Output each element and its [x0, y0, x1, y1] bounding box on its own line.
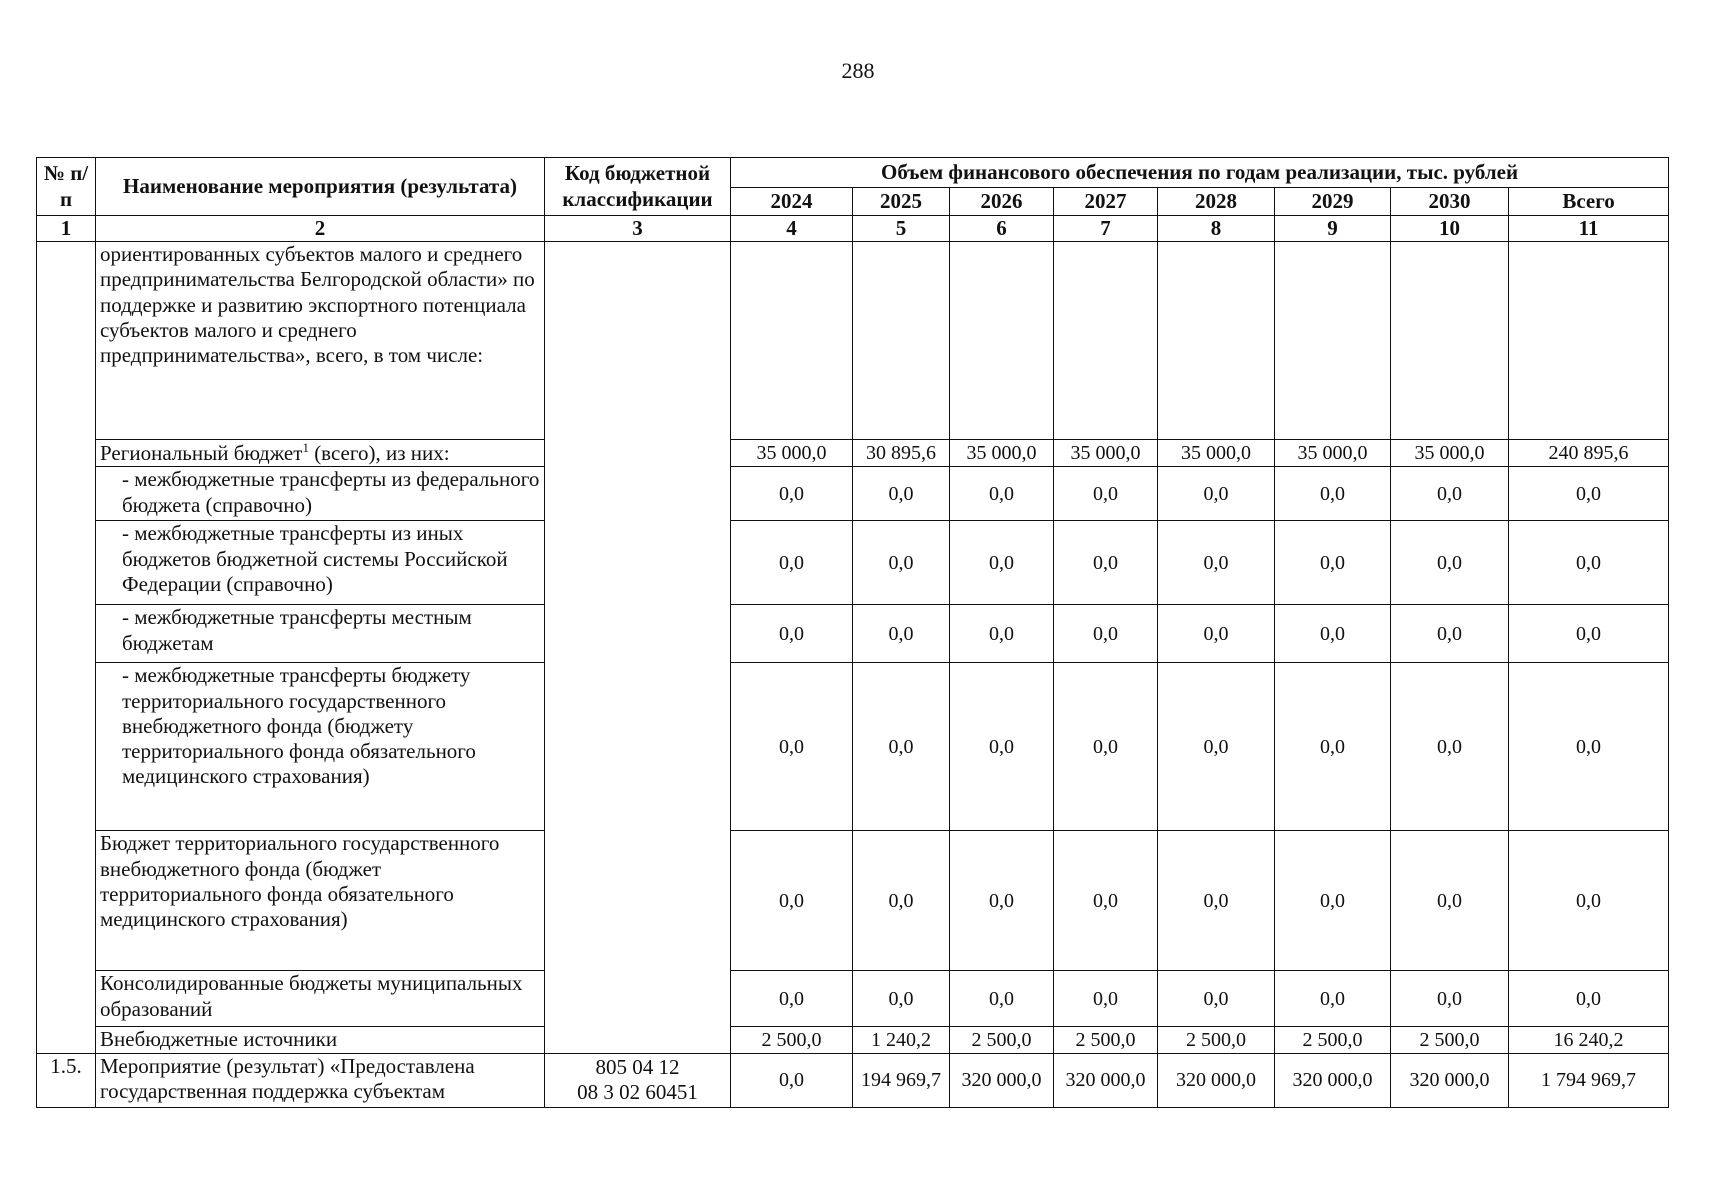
value-cell: 0,0 — [731, 971, 853, 1027]
col-index: 4 — [731, 216, 853, 242]
value-cell: 0,0 — [1275, 831, 1391, 971]
value-cell: 0,0 — [1275, 467, 1391, 521]
continuation-text: ориентированных субъектов малого и среднего предпринимательства Белгородской области» по поддержке и развитию экспортного потенциала субъектов малого и среднего предпринимательства», всего, в том числе: — [96, 242, 545, 440]
value-cell: 0,0 — [731, 663, 853, 831]
budget-code-line1: 805 04 12 — [595, 1054, 680, 1079]
value-cell: 0,0 — [731, 1053, 853, 1107]
table-row — [37, 831, 1669, 971]
table-row — [37, 440, 1669, 467]
value-cell: 0,0 — [853, 971, 950, 1027]
value-cell: 35 000,0 — [731, 440, 853, 467]
col-index: 5 — [853, 216, 950, 242]
code-cell-empty — [545, 242, 731, 1053]
col-index: 6 — [950, 216, 1054, 242]
header-code: Код бюджетной классификации — [545, 158, 731, 216]
table-row-item-1-5 — [37, 1053, 1669, 1107]
item-label: Мероприятие (результат) «Предоставлена государственная поддержка субъектам — [96, 1053, 545, 1107]
value-cell: 35 000,0 — [950, 440, 1054, 467]
value-cell: 35 000,0 — [1158, 440, 1275, 467]
page-number: 288 — [841, 58, 875, 83]
value-cell: 0,0 — [1509, 521, 1669, 605]
header-name: Наименование мероприятия (результата) — [96, 158, 545, 216]
value-cell: 0,0 — [950, 467, 1054, 521]
num-cell-empty — [37, 242, 96, 1053]
value-cell: 320 000,0 — [1054, 1053, 1158, 1107]
value-cell: 0,0 — [853, 521, 950, 605]
budget-code — [545, 1053, 731, 1107]
header-year-2024: 2024 — [731, 188, 853, 216]
value-cell: 30 895,6 — [853, 440, 950, 467]
budget-table — [36, 157, 1669, 1108]
col-index: 11 — [1509, 216, 1669, 242]
item-number: 1.5. — [37, 1053, 96, 1107]
value-cell: 16 240,2 — [1509, 1027, 1669, 1053]
value-cell: 0,0 — [1158, 605, 1275, 663]
header-financing-group: Объем финансового обеспечения по годам реализации, тыс. рублей — [731, 158, 1669, 188]
value-cell: 0,0 — [950, 971, 1054, 1027]
value-cell: 0,0 — [853, 605, 950, 663]
value-cell: 2 500,0 — [1158, 1027, 1275, 1053]
value-cell: 0,0 — [1509, 467, 1669, 521]
value-cell: 0,0 — [1158, 467, 1275, 521]
value-cell: 0,0 — [1391, 663, 1509, 831]
table-row — [37, 663, 1669, 831]
value-cell: 0,0 — [1391, 971, 1509, 1027]
header-year-2028: 2028 — [1158, 188, 1275, 216]
row-label: Бюджет территориального государственного внебюджетного фонда (бюджет территориального фонда обязательного медицинского страхования) — [96, 831, 545, 971]
header-year-2027: 2027 — [1054, 188, 1158, 216]
value-cell: 0,0 — [950, 663, 1054, 831]
value-cell: 0,0 — [1391, 521, 1509, 605]
value-cell: 0,0 — [1509, 605, 1669, 663]
table-row — [37, 467, 1669, 521]
col-index: 1 — [37, 216, 96, 242]
table-row — [37, 605, 1669, 663]
value-cell: 0,0 — [731, 521, 853, 605]
header-total: Всего — [1509, 188, 1669, 216]
value-cell: 194 969,7 — [853, 1053, 950, 1107]
value-cell: 2 500,0 — [1391, 1027, 1509, 1053]
value-cell: 0,0 — [1509, 663, 1669, 831]
value-cell: 0,0 — [1275, 605, 1391, 663]
value-cell: 0,0 — [1275, 663, 1391, 831]
header-year-2025: 2025 — [853, 188, 950, 216]
col-index: 2 — [96, 216, 545, 242]
value-cell: 1 794 969,7 — [1509, 1053, 1669, 1107]
row-label: - межбюджетные трансферты из федерального бюджета (справочно) — [96, 467, 545, 521]
footnote-mark: 1 — [302, 440, 309, 456]
value-cell: 0,0 — [1158, 831, 1275, 971]
header-year-2030: 2030 — [1391, 188, 1509, 216]
col-index: 10 — [1391, 216, 1509, 242]
row-label: - межбюджетные трансферты бюджету территориального государственного внебюджетного фонда (бюджету территориального фонда обязательного медицинского страхования) — [96, 663, 545, 831]
value-cell: 240 895,6 — [1509, 440, 1669, 467]
value-cell: 0,0 — [853, 663, 950, 831]
value-cell: 0,0 — [1054, 831, 1158, 971]
value-cell: 35 000,0 — [1275, 440, 1391, 467]
value-cell: 0,0 — [1158, 663, 1275, 831]
value-cell: 320 000,0 — [1275, 1053, 1391, 1107]
header-year-2026: 2026 — [950, 188, 1054, 216]
value-cell: 0,0 — [1275, 971, 1391, 1027]
column-index-row — [37, 216, 1669, 242]
value-cell: 35 000,0 — [1054, 440, 1158, 467]
row-label: Консолидированные бюджеты муниципальных образований — [96, 971, 545, 1027]
value-cell: 0,0 — [1509, 971, 1669, 1027]
header-num: № п/п — [37, 158, 96, 216]
value-cell: 0,0 — [731, 831, 853, 971]
table-row — [37, 971, 1669, 1027]
col-index: 9 — [1275, 216, 1391, 242]
value-cell: 320 000,0 — [1391, 1053, 1509, 1107]
value-cell: 0,0 — [1509, 831, 1669, 971]
value-cell: 0,0 — [731, 605, 853, 663]
value-cell: 2 500,0 — [950, 1027, 1054, 1053]
value-cell: 0,0 — [1158, 521, 1275, 605]
value-cell: 2 500,0 — [731, 1027, 853, 1053]
value-cell: 0,0 — [1054, 663, 1158, 831]
value-cell: 0,0 — [950, 831, 1054, 971]
row-label: Внебюджетные источники — [96, 1027, 545, 1053]
row-label: - межбюджетные трансферты местным бюджетам — [96, 605, 545, 663]
value-cell: 0,0 — [1391, 467, 1509, 521]
table-row — [37, 521, 1669, 605]
table-row — [37, 242, 1669, 440]
value-cell: 1 240,2 — [853, 1027, 950, 1053]
col-index: 7 — [1054, 216, 1158, 242]
value-cell: 0,0 — [1391, 605, 1509, 663]
value-cell: 0,0 — [853, 831, 950, 971]
row-label-regional: Региональный бюджет$^1$ (всего), из них: — [96, 440, 545, 467]
value-cell: 0,0 — [1054, 467, 1158, 521]
col-index: 3 — [545, 216, 731, 242]
value-cell: 0,0 — [1054, 971, 1158, 1027]
value-cell: 0,0 — [1391, 831, 1509, 971]
value-cell: 0,0 — [950, 605, 1054, 663]
value-cell: 0,0 — [1158, 971, 1275, 1027]
value-cell: 2 500,0 — [1275, 1027, 1391, 1053]
budget-code-line2: 08 3 02 60451 — [577, 1080, 698, 1105]
header-year-2029: 2029 — [1275, 188, 1391, 216]
row-label: - межбюджетные трансферты из иных бюджетов бюджетной системы Российской Федерации (справочно) — [96, 521, 545, 605]
value-cell: 0,0 — [853, 467, 950, 521]
value-cell: 2 500,0 — [1054, 1027, 1158, 1053]
value-cell: 0,0 — [1275, 521, 1391, 605]
table-row — [37, 1027, 1669, 1053]
value-cell: 0,0 — [950, 521, 1054, 605]
value-cell: 0,0 — [731, 467, 853, 521]
value-cell: 0,0 — [1054, 521, 1158, 605]
value-cell: 320 000,0 — [950, 1053, 1054, 1107]
value-cell: 35 000,0 — [1391, 440, 1509, 467]
col-index: 8 — [1158, 216, 1275, 242]
value-cell: 0,0 — [1054, 605, 1158, 663]
value-cell: 320 000,0 — [1158, 1053, 1275, 1107]
